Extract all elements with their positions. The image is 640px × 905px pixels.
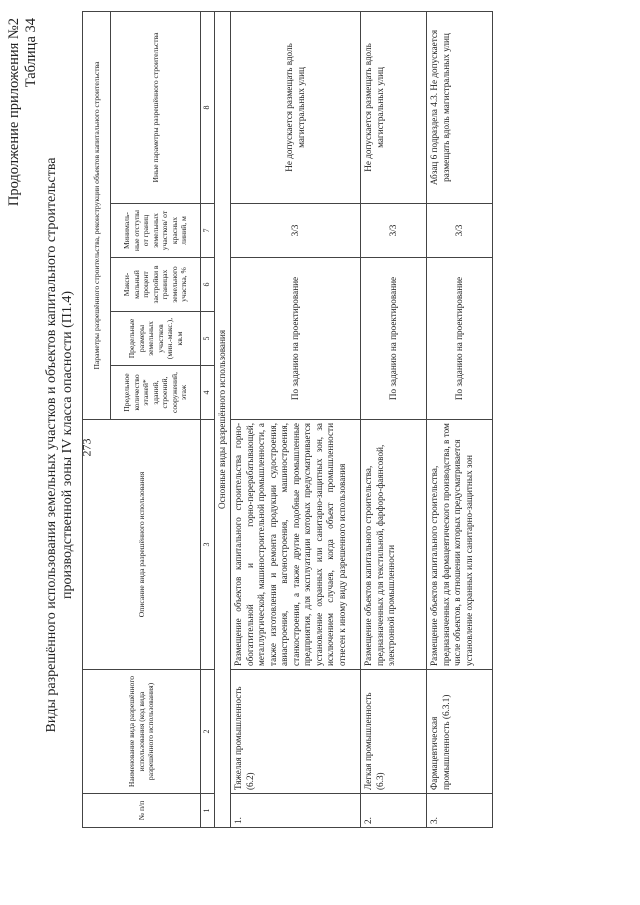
row-description: Размещение объектов капитального строительства, предназначенных для текстильной, фарфоро-фаянсовой, электронной промышленности (361, 420, 427, 670)
column-number: 5 (201, 312, 215, 366)
title-line-2: производственной зоны IV класса опасности (П1.4) (60, 291, 75, 599)
page-number: 273 (79, 438, 94, 457)
row-setback: 3/3 (231, 204, 361, 258)
row-other: Не допускается размещать вдоль магистральных улиц (361, 11, 427, 203)
row-params: По заданию на проектирование (231, 258, 361, 420)
column-number: 4 (201, 366, 215, 420)
column-numbers-row (201, 11, 215, 827)
table-row (231, 11, 361, 827)
header-plot-size: Предельные размеры земельных участков (мин.-макс.), кв.м (111, 312, 201, 366)
row-name: Легкая промышленность (6.3) (361, 670, 427, 794)
row-name: Тяжелая промышленность (6.2) (231, 670, 361, 794)
row-params: По заданию на проектирование (427, 258, 493, 420)
row-num: 2. (361, 794, 427, 828)
land-use-table (79, 11, 493, 828)
header-name: Наименование вида разрешённого использования (код вида разрешённого использования) (83, 670, 201, 794)
table-number: Таблица 34 (23, 18, 39, 88)
row-setback: 3/3 (427, 204, 493, 258)
row-setback: 3/3 (361, 204, 427, 258)
row-description: Размещение объектов капитального строительства горно-обогатительной и горно-перерабатывающей, металлургической, машиностроительной промышленности, а также изготовления и ремонта продукции судостроения, авиастроения, вагоностроения, машиностроения, станкостроения, а также другие подобные промышленные предприятия, для эксплуатации которых предусматривается установление охранных или санитарно-защитных зон, за исключением случаев, когда объект промышленности отнесен к иному виду разрешенного использования (231, 420, 361, 670)
header-floors: Предельное количество этажей* зданий, строений, сооружений, этаж (111, 366, 201, 420)
appendix-caption (6, 18, 40, 206)
row-num: 1. (231, 794, 361, 828)
column-number: 8 (201, 11, 215, 203)
row-other: Не допускается размещать вдоль магистральных улиц (231, 11, 361, 203)
header-description: Описание вида разрешённого использования (83, 420, 201, 670)
document-title (44, 100, 76, 790)
header-num: № п/п (83, 794, 201, 828)
row-params: По заданию на проектирование (361, 258, 427, 420)
appendix-line: Продолжение приложения №2 (6, 18, 22, 207)
column-number: 2 (201, 670, 215, 794)
column-number: 3 (201, 420, 215, 670)
table-row (361, 11, 427, 827)
row-num: 3. (427, 794, 493, 828)
title-line-1: Виды разрешённого использования земельных участков и объектов капитального строительства (44, 157, 59, 733)
table-row (427, 11, 493, 827)
header-params-group: Параметры разрешённого строительства, реконструкции объектов капитального строительства (83, 11, 111, 419)
section-title: Основные виды разрешённого использования (214, 11, 231, 827)
header-row-group (83, 11, 111, 827)
header-setback: Минималь-ные отступы от границ земельных участков/ от красных линий, м (111, 204, 201, 258)
row-description: Размещение объектов капитального строительства, предназначенных для фармацевтического производства, в том числе объектов, в отношении которых предусматривается установление охранных или санитарно-защитных зон (427, 420, 493, 670)
column-number: 1 (201, 794, 215, 828)
header-other: Иные параметры разрешённого строительства (111, 11, 201, 203)
row-other: Абзац 6 подраздела 4.3. Не допускается размещать вдоль магистральных улиц (427, 11, 493, 203)
row-name: Фармацевтическая промышленность (6.3.1) (427, 670, 493, 794)
section-row (214, 11, 231, 827)
header-coverage: Макси-мальный процент застройки в границах земельного участка, % (111, 258, 201, 312)
column-number: 6 (201, 258, 215, 312)
column-number: 7 (201, 204, 215, 258)
